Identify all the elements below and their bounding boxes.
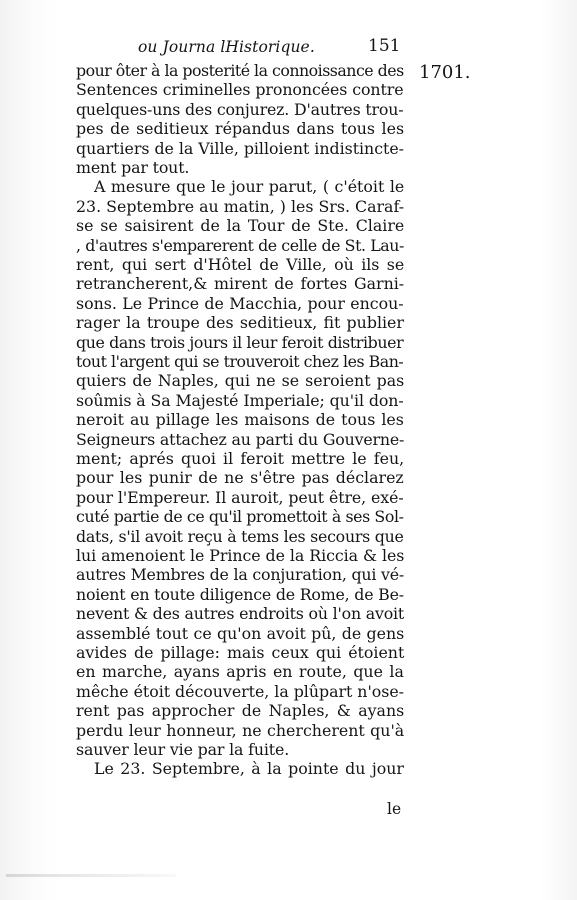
text-line: rager la troupe des seditieux, fit publier [76,313,404,333]
text-line: ment; aprés quoi il feroit mettre le feu, [76,449,405,468]
text-line: pour ôter à la posterité la connoissance des [76,61,404,80]
text-line: ment par tout. [76,158,190,177]
text-line: nevent & des autres endroits où l'on avoit [76,604,405,624]
text-line: Sentences criminelles prononcées contre [76,80,404,100]
text-line: que dans trois jours il leur feroit distribuer [76,332,404,352]
page-edge-shadow [6,874,176,877]
text-line: retrancherent,& mirent de fortes Garni- [76,274,405,294]
text-line: 23. Septembre au matin, ) les Srs. Caraf- [76,196,405,216]
text-line: Le 23. Septembre, à la pointe du jour [94,759,404,779]
text-line: sauver leur vie par la fuite. [76,740,290,759]
text-line: dats, s'il avoit reçu à tems les secours que [76,526,404,546]
text-line: sons. Le Prince de Macchia, pour encou- [76,293,404,313]
text-line: perdu leur honneur, ne chercherent qu'à [76,720,405,740]
text-line: se se saisirent de la Tour de Ste. Claire [76,216,405,236]
text-line: pes de seditieux répandus dans tous les [76,119,405,139]
text-line: en marche, ayans apris en route, que la [76,662,404,682]
text-line: rent pas approcher de Naples, & ayans [76,701,405,721]
text-line: lui amenoient le Prince de la Riccia & les [76,546,405,565]
text-line: cuté partie de ce qu'il promettoit à ses Sol- [76,507,404,527]
text-line: pour l'Empereur. Il auroit, peut être, exé- [76,487,404,507]
text-line: quelques-uns des conjurez. D'autres trou- [76,99,404,119]
text-line: , d'autres s'emparerent de celle de St. Lau- [76,235,404,255]
text-line: quiers de Naples, qui ne se seroient pas [76,371,405,391]
text-line: soûmis à Sa Majesté Imperiale; qu'il don- [76,390,404,410]
text-line: neroit au pillage les maisons de tous les [76,410,404,430]
text-line: quartiers de la Ville, pilloient indistincte- [76,138,404,158]
text-line: noient en toute diligence de Rome, de Be- [76,584,404,604]
page-number: 151 [368,36,401,56]
margin-year: 1701. [419,62,471,83]
text-line: rent, qui sert d'Hôtel de Ville, où ils se [76,255,405,274]
text-line: A mesure que le jour parut, ( c'étoit le [94,177,405,197]
text-line: assemblé tout ce qu'on avoit pû, de gens [76,623,405,643]
running-head: ou Journa lHistorique. [138,38,315,56]
text-line: mêche étoit découverte, la plûpart n'ose- [76,681,404,701]
text-line: pour les punir de ne s'être pas déclarez [76,468,404,488]
text-line: Seigneurs attachez au parti du Gouverne- [76,429,405,449]
catchword: le [387,800,402,818]
text-line: autres Membres de la conjuration, qui vé- [76,565,405,585]
text-line: avides de pillage: mais ceux qui étoient [76,643,405,662]
text-line: tout l'argent qui se trouveroit chez les Ban- [76,352,404,371]
